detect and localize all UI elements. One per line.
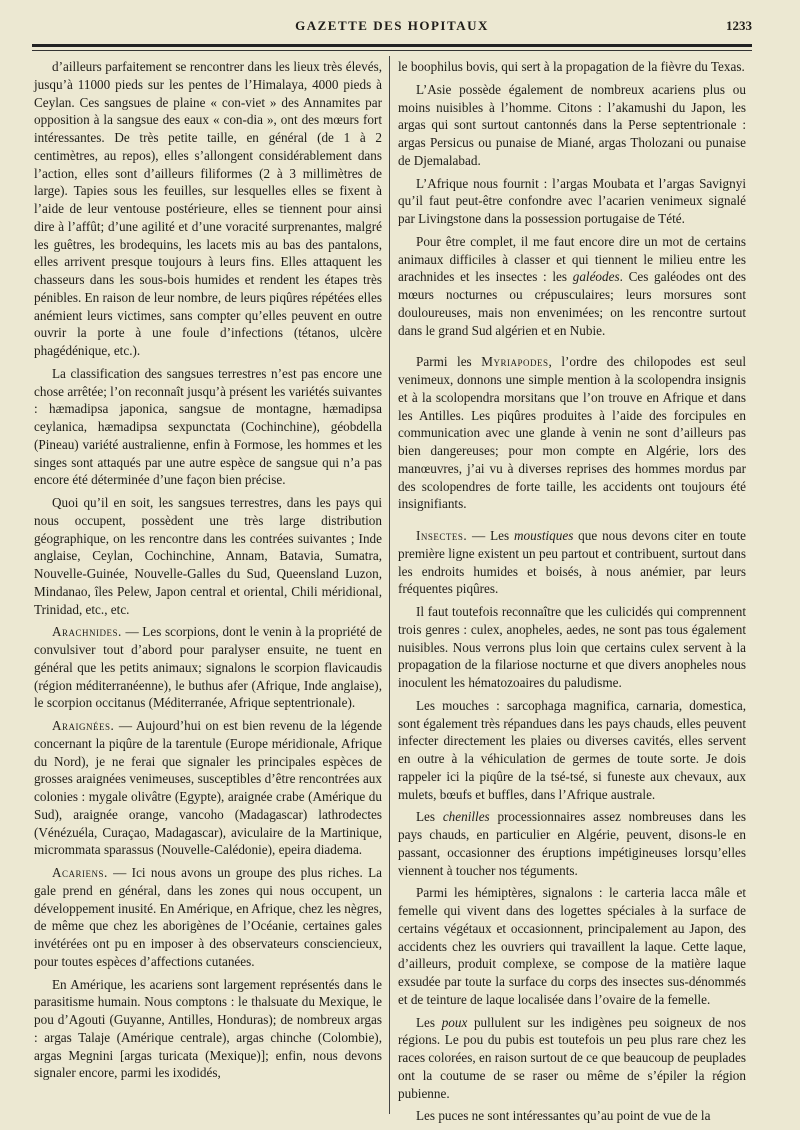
paragraph [398,233,746,340]
paragraph-text: pullulent sur les indigènes peu soigneux de nos régions. Le pou du pubis est toutefois un peu plus rare chez les races colorées, en raison surtout de ce que beaucoup de peuplades ont la coutume de se raser ou même de s’épiler la région pubienne. [398,1014,747,1101]
paragraph [34,365,382,489]
paragraph [398,603,746,692]
section-heading: Insectes. [416,528,468,543]
paragraph-text: Pour être complet, il me faut encore dire un mot de certains animaux difficiles à classer et qui tiennent le milieu entre les arachnides et les insectes : les [398,233,746,285]
paragraph-text: Les puces ne sont intéressantes qu’au point de vue de la [416,1108,711,1124]
paragraph-text: — Les scorpions, dont le venin à la propriété de convulsiver tout d’abord pour paralyser ensuite, ne tuent en général que les petits animaux; signalons le scorpion flavicaudis (région méditerranéenne), le buthus afer (Afrique, Inde anglaise), le scorpion occitanus (Méditerranée, Afrique septentrionale). [34,624,382,711]
paragraph [398,527,746,598]
paragraph [398,808,746,879]
column-divider [389,56,390,1114]
left-column [34,58,382,1087]
paragraph-text: d’ailleurs parfaitement se rencontrer dans les lieux très élevés, jusqu’à 11000 pieds sur les pentes de l’Himalaya, 4000 pieds à Ceylan. Ces sangsues de plaine « con-viet » des Annamites par opposition à la sangsue des eaux « con-dia », ont des mœurs fort intéressantes. De très petite taille, en général (de 1 à 2 centimètres, au repos), elles s’allongent considérablement dans l’action, elles sont d’ailleurs filiformes (2 à 3 millimètres de large). Tapies sous les feuilles, sur lesquelles elles se fixent à l’aide de leur ventouse postérieure, elles se tiennent pour ainsi dire à l’affût; d’une agilité et d’une voracité surprenantes, malgré les guêtres, les brodequins, les lacets mis au bas des pantalons, elles arrivent presque toujours à leurs fins. Elles attaquent les chasseurs dans les sous-bois humides et rendent les étapes très pénibles. En raison de leur nombre, de leurs piqûres répétées elles anémient leurs victimes, sans compter qu’elles peuvent en outre ouvrir la porte à une foule d’infections (tétanos, ulcère phagédénique, etc.). [34,59,382,358]
paragraph [398,1014,746,1103]
italic-term: galéodes [572,269,620,285]
paragraph-text: Quoi qu’il en soit, les sangsues terrestres, dans les pays qui nous occupent, possèdent une très large distribution géographique, on les rencontre dans les contrées suivantes ; Inde anglaise, Ceylan, Cochinchine, Annam, Batavia, Sumatra, Nouvelle-Guinée, Nouvelle-Galles du Sud, Queensland Luzon, Mindanao, îles Pelew, Japon central et oriental, Chili méridional, Trinidad, etc., etc. [34,495,382,617]
paragraph [398,884,746,1008]
paragraph-text: — Les [467,528,514,543]
paragraph [398,697,746,804]
page-number: 1233 [726,18,752,33]
italic-term: poux [441,1014,468,1030]
paragraph [34,623,382,712]
paragraph [34,494,382,618]
paragraph [398,81,746,170]
section-heading: Araignées. [52,718,115,733]
paragraph-text: processionnaires assez nombreuses dans les pays chauds, en particulier en Algérie, peuvent, disons-le en passant, occasionner des éruptions impétigineuses lorsqu’elles viennent à toucher nos téguments. [398,809,747,878]
section-heading: Myriapodes [481,354,549,370]
paragraph-text: Parmi les hémiptères, signalons : le carteria lacca mâle et femelle qui vivent dans des logettes spéciales à la surface de certains végétaux et occasionnent, principalement au Japon, des accidents chez les ouvriers qui travaillent la laque. Cette laque, d’ailleurs, produit complexe, se compose de la matière laque exsudée par toute la surface du corps des insectes sus-dénommés et de teinture de laque localisée dans l’ovaire de la femelle. [398,885,746,1007]
section-heading: Arachnides. [52,624,122,640]
paragraph-text: que nous devons citer en toute première ligne existent un peu partout et contribuent, surtout dans les endroits humides et boisés, à nous anémier, par leurs fréquentes piqûres. [398,528,746,597]
paragraph-text: le boophilus bovis, qui sert à la propagation de la fièvre du Texas. [398,59,745,74]
paragraph-text: Les mouches : sarcophaga magnifica, carnaria, domestica, sont également très répandues dans les pays chauds, elles peuvent infecter directement les plaies ou diverses cavités, elles servent en outre à la véhiculation de germes de toute sorte. Je dois rappeler ici la piqûre de la tsé-tsé, si funeste aux chevaux, aux mulets, bœufs et buffles, dans l’Afrique australe. [398,697,746,802]
paragraph [34,58,382,360]
paragraph [398,353,746,513]
paragraph-text: L’Asie possède également de nombreux acariens plus ou moins nuisibles à l’homme. Citons : l’akamushi du Japon, les argas qui sont surtout cantonnés dans la Perse septentrionale : argas Persicus ou punaise de Miané, argas Tholozani ou punaise de Djemalabad. [398,81,746,168]
italic-term: chenilles [442,809,490,825]
paragraph [34,976,382,1083]
publication-title: GAZETTE DES HOPITAUX [295,18,489,33]
paragraph-text: En Amérique, les acariens sont largement représentés dans le parasitisme humain. Nous comptons : le thalsuate du Mexique, le pou d’Agouti (Guyanne, Antilles, Honduras); de nombreux argas : argas Talaje (Amérique centrale), argas chinche (Colombie), argas Megnini [argas turicata (Mexique)]; enfin, nous devons signaler encore, parmi les ixodidés, [34,976,382,1081]
paragraph-text: — Ici nous avons un groupe des plus riches. La gale prend en général, dans les zones qui nous occupent, un développement inusité. En Amérique, en Afrique, chez les nègres, de même que chez les aborigènes de l’Océanie, certaines gales invétérées ont pu en imposer à des observateurs consciencieux, pour toutes espèces d’affections cutanées. [34,865,382,969]
header-rule-thin [32,50,752,51]
right-column [398,58,746,1130]
paragraph-text: La classification des sangsues terrestres n’est pas encore une chose arrêtée; l’on reconnaît jusqu’à présent les variétés suivantes : hæmadipsa japonica, sangsue de montagne, hæmadipsa ceylanica, hæmadipsa sexpunctata (Cochinchine), géobdella (Pineau) variété australienne, enfin à Formose, les hommes et les singes sont attaqués par une autre espèce de sangsue qui n’a pas encore été déterminée d’une façon bien précise. [34,365,382,488]
paragraph [34,864,382,971]
paragraph [398,1107,746,1125]
page-header [32,18,752,40]
paragraph-text: Parmi les [416,354,482,370]
paragraph [34,717,382,859]
paragraph-text: Les [416,809,443,825]
header-rule-thick [32,44,752,47]
section-heading: Acariens. [52,865,108,880]
paragraph-text: — Aujourd’hui on est bien revenu de la légende concernant la piqûre de la tarentule (Europe méridionale, Afrique du Nord), je ne ferai que signaler les principales espèces de grosses araignées venimeuses, susceptibles d’être rencontrées aux colonies : mygale olivâtre (Egypte), araignée crabe (Amérique du Sud), araignée orange, vancoho (Madagascar) lathrodectes (Vénézuéla, Curaçao, Madagascar), aviculaire de la Martinique, micrommata sparassus (Nouvelle-Calédonie), epeira diadema. [34,718,382,858]
paragraph [398,58,746,76]
paragraph-text: Il faut toutefois reconnaître que les culicidés qui comprennent trois genres : culex, anopheles, aedes, ne sont pas tous également nuisibles. Nous verrons plus loin que certains culex servent à la propagation de la filariose nocturne et que divers anopheles nous inoculent les hématozoaires du paludisme. [398,604,746,690]
paragraph-text: . Ces galéodes ont des mœurs nocturnes ou crépusculaires; leurs morsures sont douloureuses, mais non envenimées; on les rencontre surtout dans le grand Sud algérien et en Nubie. [398,269,746,338]
italic-term: moustiques [513,528,574,543]
paragraph-text: , l’ordre des chilopodes est seul venimeux, donnons une simple mention à la scolopendra insignis et à la scolopendra morsitans que l’on trouve en Afrique et dans les Antilles. Les piqûres produites à l’aide des forcipules en communication avec une glande à venin ne sont d’ailleurs pas bien dangereuses; pour mon compte en Algérie, lors des manœuvres, j’ai vu à diverses reprises des hommes mordus par des scolopendres de forte taille, les accidents ont toujours été insignifiants. [398,354,746,512]
paragraph-text: L’Afrique nous fournit : l’argas Moubata et l’argas Savignyi qu’il faut peut-être confondre avec l’acarien venimeux signalé par Livingstone dans la possession portugaise de Tété. [398,175,746,226]
paragraph [398,175,746,228]
paragraph-text: Les [416,1014,442,1030]
